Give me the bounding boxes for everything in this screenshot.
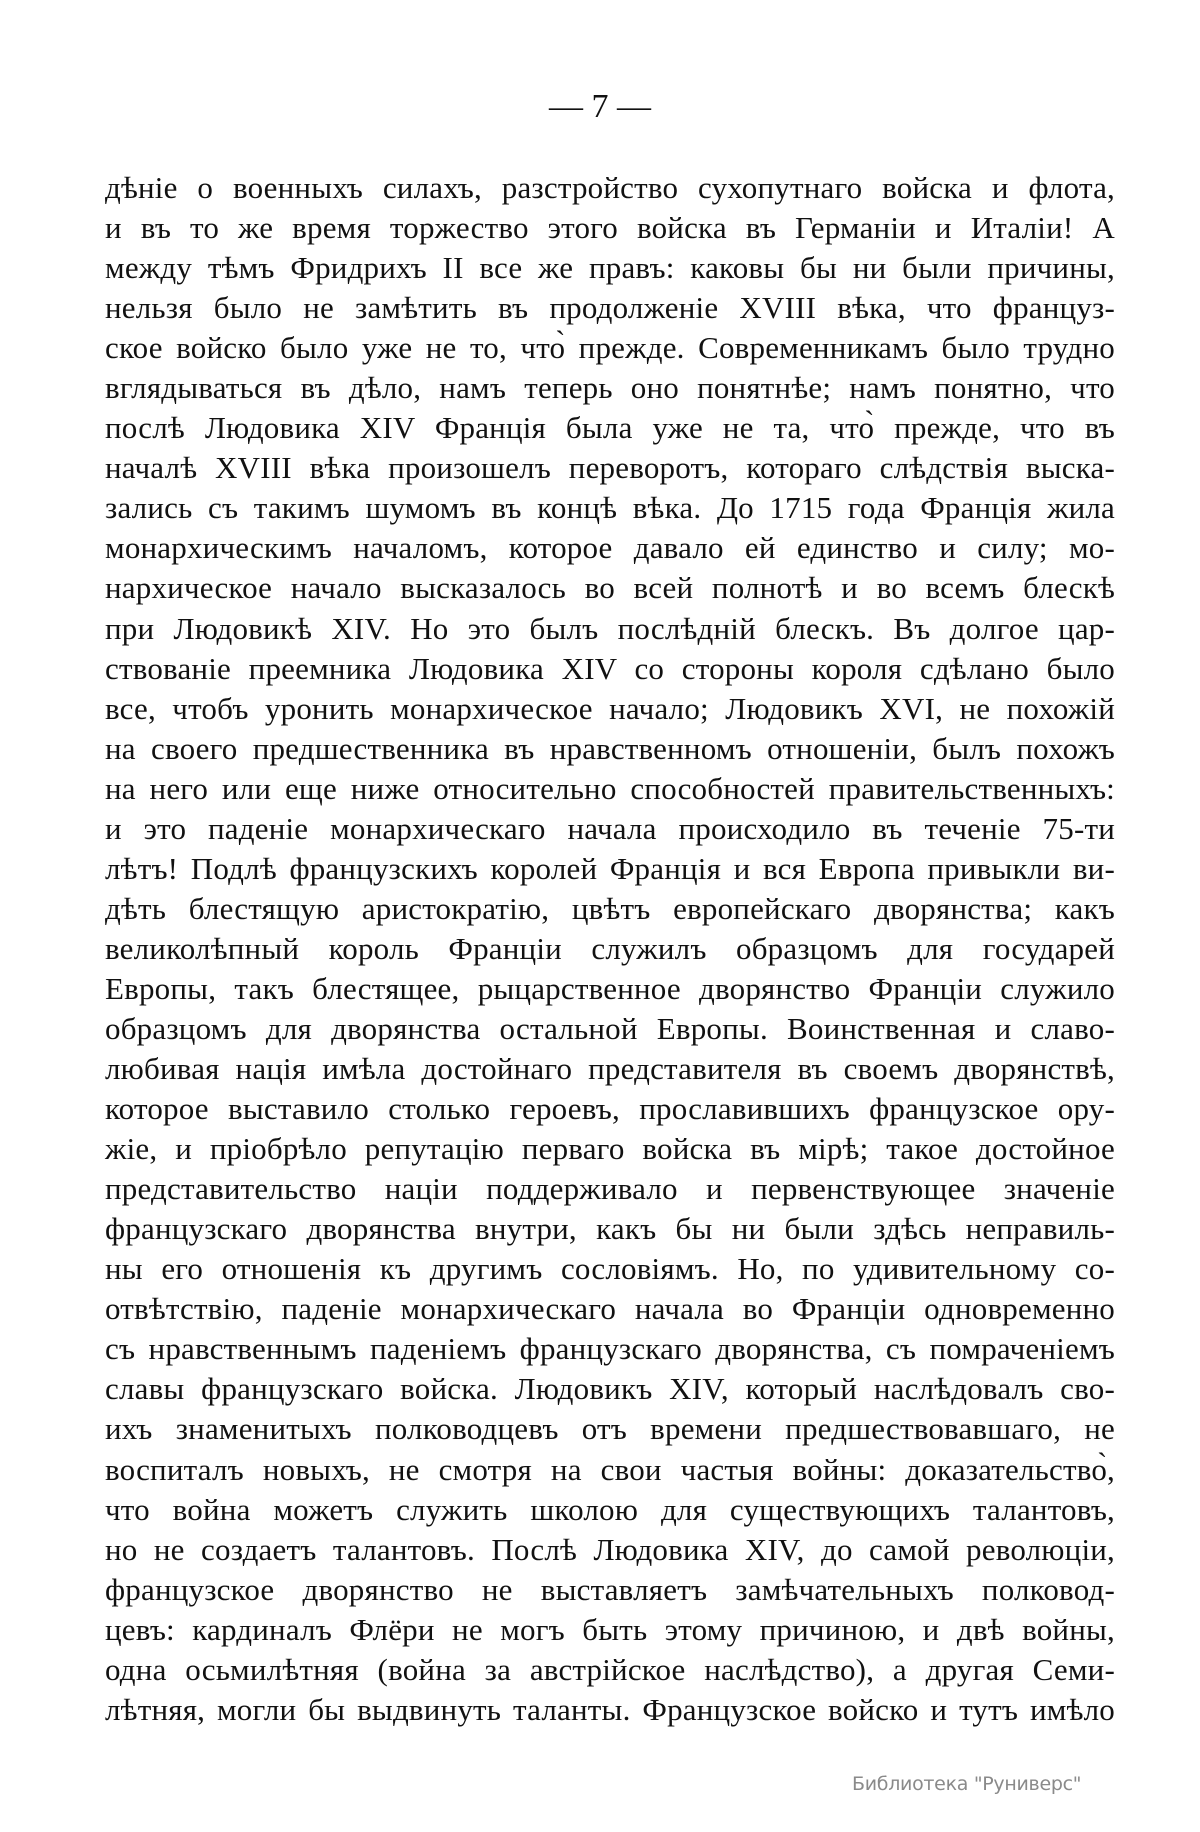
text-line: монархическимъ началомъ, которое давало ей единство и силу; мо- [105, 530, 1115, 566]
text-line: отвѣтствію, паденіе монархическаго начала во Франціи одновременно [105, 1291, 1115, 1327]
text-line: нельзя было не замѣтить въ продолженіе XVIII вѣка, что француз- [105, 290, 1115, 326]
text-line: образцомъ для дворянства остальной Европы. Воинственная и славо- [105, 1010, 1115, 1046]
text-line: между тѣмъ Фридрихъ II все же правъ: каковы бы ни были причины, [105, 250, 1115, 286]
page-number: — 7 — [549, 88, 651, 125]
text-line: Европы, такъ блестящее, рыцарственное дворянство Франціи служило [105, 970, 1115, 1006]
text-line: но не создаетъ талантовъ. Послѣ Людовика XIV, до самой революціи, [105, 1531, 1115, 1567]
text-line: на него или еще ниже относительно способностей правительственныхъ: [105, 770, 1115, 806]
text-line: которое выставило столько героевъ, прославившихъ французское ору- [105, 1091, 1115, 1127]
library-watermark: Библиотека "Руниверс" [852, 1773, 1082, 1795]
text-line: и въ то же время торжество этого войска въ Германіи и Италіи! А [105, 210, 1115, 246]
text-line: ское войско было уже не то, что̀ прежде. Современникамъ было трудно [105, 330, 1115, 366]
text-line: вглядываться въ дѣло, намъ теперь оно понятнѣе; намъ понятно, что [105, 370, 1115, 406]
text-line: одна осьмилѣтняя (война за австрійское наслѣдство), а другая Семи- [105, 1651, 1115, 1687]
text-line: жіе, и пріобрѣло репутацію перваго войска въ мірѣ; такое достойное [105, 1131, 1115, 1167]
text-line: при Людовикѣ XIV. Но это былъ послѣдній блескъ. Въ долгое цар- [105, 610, 1115, 646]
text-line: французское дворянство не выставляетъ замѣчательныхъ полковод- [105, 1571, 1115, 1607]
text-line: началѣ XVIII вѣка произошелъ переворотъ, котораго слѣдствія выска- [105, 450, 1115, 486]
text-line: ихъ знаменитыхъ полководцевъ отъ времени предшествовавшаго, не [105, 1411, 1115, 1447]
text-line: французскаго дворянства внутри, какъ бы ни были здѣсь неправиль- [105, 1211, 1115, 1247]
text-line: представительство націи поддерживало и первенствующее значеніе [105, 1171, 1115, 1207]
text-line: все, чтобъ уронить монархическое начало; Людовикъ XVI, не похожій [105, 690, 1115, 726]
text-line: на своего предшественника въ нравственномъ отношеніи, былъ похожъ [105, 730, 1115, 766]
text-line: лѣтняя, могли бы выдвинуть таланты. Французское войско и тутъ имѣло [105, 1691, 1115, 1727]
body-text [105, 168, 1115, 1730]
text-line: что война можетъ служить школою для существующихъ талантовъ, [105, 1491, 1115, 1527]
text-line: воспиталъ новыхъ, не смотря на свои частыя войны: доказательство̀, [105, 1451, 1115, 1487]
text-line: съ нравственнымъ паденіемъ французскаго дворянства, съ помраченіемъ [105, 1331, 1115, 1367]
text-line: ствованіе преемника Людовика XIV со стороны короля сдѣлано было [105, 650, 1115, 686]
text-line: послѣ Людовика XIV Франція была уже не та, что̀ прежде, что въ [105, 410, 1115, 446]
text-line: и это паденіе монархическаго начала происходило въ теченіе 75-ти [105, 810, 1115, 846]
text-line: цевъ: кардиналъ Флёри не могъ быть этому причиною, и двѣ войны, [105, 1611, 1115, 1647]
text-line: ны его отношенія къ другимъ сословіямъ. Но, по удивительному со- [105, 1251, 1115, 1287]
text-line: лѣтъ! Подлѣ французскихъ королей Франція и вся Европа привыкли ви- [105, 850, 1115, 886]
text-line: дѣніе о военныхъ силахъ, разстройство сухопутнаго войска и флота, [105, 170, 1115, 205]
text-line: зались съ такимъ шумомъ въ концѣ вѣка. До 1715 года Франція жила [105, 490, 1115, 526]
text-line: любивая нація имѣла достойнаго представителя въ своемъ дворянствѣ, [105, 1051, 1115, 1087]
text-line: нархическое начало высказалось во всей полнотѣ и во всемъ блескѣ [105, 570, 1115, 606]
text-line: славы французскаго войска. Людовикъ XIV, который наслѣдовалъ сво- [105, 1371, 1115, 1407]
text-line: великолѣпный король Франціи служилъ образцомъ для государей [105, 930, 1115, 966]
text-line: дѣть блестящую аристократію, цвѣтъ европейскаго дворянства; какъ [105, 890, 1115, 926]
